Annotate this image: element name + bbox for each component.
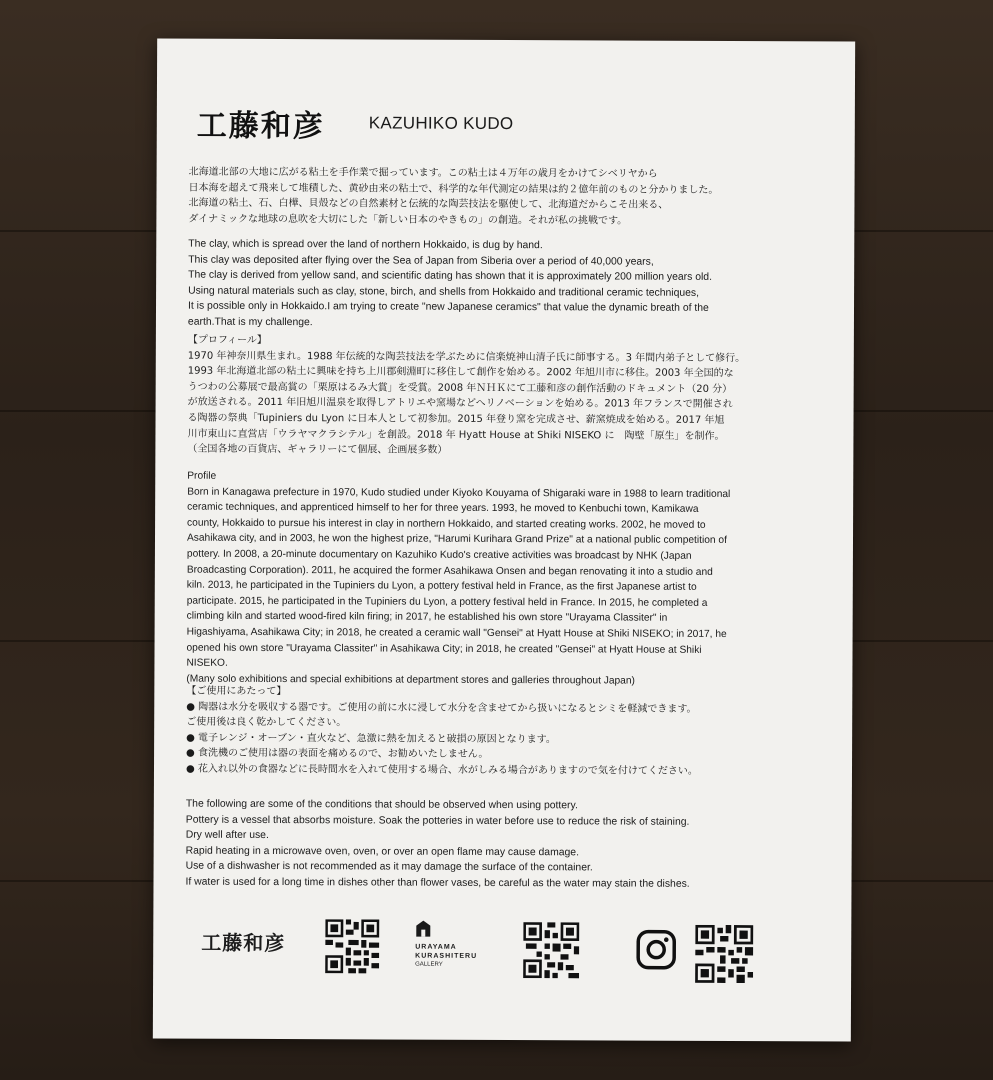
text-line: うつわの公募展で最高賞の「栗原はるみ大賞」を受賞。2008 年ＮＨＫにて工藤和彦の創作活動のドキュメント（20 分） bbox=[187, 381, 733, 395]
gallery-logo bbox=[415, 920, 485, 969]
text-line: ダイナミックな地球の息吹を大切にした「新しい日本のやきもの」の創造。それが私の挑戦です。 bbox=[188, 213, 628, 227]
text-line: Broadcasting Corporation). 2011, he acquired the former Asahikawa Onsen and began renovating it into a studio and bbox=[186, 564, 713, 578]
usage-english bbox=[185, 797, 825, 893]
text-line: 1970 年神奈川県生まれ。1988 年伝統的な陶芸技法を学ぶために信楽焼神山清子氏に師事する。3 年間内弟子として修行。 bbox=[187, 350, 746, 364]
artist-name: KAZUHIKO KUDO bbox=[368, 113, 514, 134]
text-line: 川市東山に直営店「ウラヤマクラシテル」を創設。2018 年 Hyatt House at Shiki NISEKO に 陶壁「原生」を制作。 bbox=[187, 428, 725, 442]
text-line: participate. 2015, he participated in the Tupiniers du Lyon, a pottery festival held in France. In 2015, he completed a bbox=[186, 595, 708, 609]
gallery-name-line1: URAYAMA bbox=[415, 943, 457, 951]
text-line: が放送される。2011 年旧旭川温泉を取得しアトリエや窯場などへリノベーションを始める。2013 年フランスで開催され bbox=[187, 396, 733, 411]
text-line: If water is used for a long time in dishes other than flower vases, be careful as the water may stain the dishes. bbox=[185, 876, 690, 890]
section-heading: 【ご使用にあたって】 bbox=[186, 685, 287, 698]
text-line: 北海道の粘土、石、白樺、貝殻などの自然素材と伝統的な陶芸技法を駆使して、北海道だからこそ出来る、 bbox=[188, 197, 669, 211]
text-line: The clay, which is spread over the land of northern Hokkaido, is dug by hand. bbox=[188, 238, 543, 252]
calligraphy-logo: 工藤和彦 bbox=[201, 930, 286, 956]
instagram-icon bbox=[635, 929, 677, 971]
text-line: Use of a dishwasher is not recommended as it may damage the surface of the container. bbox=[185, 860, 593, 874]
text-line: The clay is derived from yellow sand, and scientific dating has shown that it is approximately 200 million years old. bbox=[188, 269, 712, 284]
text-line: Pottery is a vessel that absorbs moisture. Soak the potteries in water before use to reduce the risk of staining. bbox=[185, 814, 690, 828]
text-line: Rapid heating in a microwave oven, oven, or over an open flame may cause damage. bbox=[185, 845, 580, 859]
footer bbox=[153, 908, 851, 991]
intro-english bbox=[188, 237, 828, 333]
section-heading: Profile bbox=[187, 470, 217, 482]
text-line: The following are some of the conditions that should be observed when using pottery. bbox=[185, 798, 578, 812]
sheet-header bbox=[197, 101, 514, 146]
info-sheet bbox=[153, 38, 855, 1041]
gallery-house-icon bbox=[415, 920, 431, 938]
text-line: （全国各地の百貨店、ギャラリーにて個展、企画展多数） bbox=[187, 443, 448, 456]
text-line: 日本海を超えて飛来して堆積した、黄砂由来の粘土で、科学的な年代測定の結果は約２億年前のものと分かりました。 bbox=[188, 182, 719, 196]
profile-japanese bbox=[187, 333, 828, 461]
text-line: ● 花入れ以外の食器などに長時間水を入れて使用する場合、水がしみる場合がありますので気を付けてください。 bbox=[185, 763, 698, 777]
text-line: ● 食洗機のご使用は器の表面を痛めるので、お勧めいたしません。 bbox=[186, 747, 489, 761]
text-line: county, Hokkaido to pursue his interest in clay in northern Hokkaido, and started creating works. 2002, he moved to bbox=[187, 517, 706, 531]
text-line: Born in Kanagawa prefecture in 1970, Kudo studied under Kiyoko Kouyama of Shigaraki ware in 1988 to learn traditional bbox=[187, 486, 731, 500]
text-line: Asahikawa city, and in 2003, he won the highest prize, "Harumi Kurihara Grand Prize" at a national public competition of bbox=[186, 532, 727, 547]
qr-code-icon bbox=[523, 922, 579, 978]
intro-japanese bbox=[188, 165, 828, 230]
gallery-name-line3: GALLERY bbox=[415, 961, 443, 968]
text-line: It is possible only in Hokkaido.I am trying to create "new Japanese ceramics" that value the dynamic breath of the bbox=[187, 300, 709, 315]
qr-code-icon bbox=[695, 925, 753, 983]
text-line: NISEKO. bbox=[186, 657, 228, 669]
profile-english bbox=[186, 469, 827, 690]
text-line: ceramic techniques, and apprenticed himself to her for three years. 1993, he moved to Kenbuchi town, Kamikawa bbox=[187, 501, 699, 516]
text-line: ご使用後は良く乾かしてください。 bbox=[186, 716, 347, 729]
text-line: ● 陶器は水分を吸収する器です。ご使用の前に水に浸して水分を含ませてから扱いになるとシミを軽減できます。 bbox=[186, 701, 697, 715]
text-line: climbing kiln and started wood-fired kiln firing; in 2017, he established his own store "Urayama Classiter" in bbox=[186, 610, 668, 625]
usage-japanese bbox=[186, 684, 826, 780]
text-line: る陶器の祭典「Tupiniers du Lyon に日本人として初参加。2015 年登り窯を完成させ、薪窯焼成を始める。2017 年旭 bbox=[187, 412, 725, 426]
gallery-name-line2: KURASHITERU bbox=[415, 952, 478, 960]
text-line: 北海道北部の大地に広がる粘土を手作業で掘っています。この粘土は４万年の歳月をかけてシベリヤから bbox=[188, 166, 658, 180]
text-line: Higashiyama, Asahikawa City; in 2018, he created a ceramic wall "Gensei" at Hyatt House at Shiki NISEKO; in 2017, he bbox=[186, 626, 727, 640]
qr-code-icon bbox=[325, 919, 379, 973]
text-line: Dry well after use. bbox=[185, 829, 269, 842]
calligraphy-logo: 工藤和彦 bbox=[196, 108, 325, 145]
text-line: Using natural materials such as clay, stone, birch, and shells from Hokkaido and traditional ceramic techniques, bbox=[188, 285, 700, 299]
text-line: 1993 年北海道北部の粘土に興味を持ち上川郡剣淵町に移住して創作を始める。2002 年旭川市に移住。2003 年全国的な bbox=[187, 365, 734, 380]
text-line: opened his own store "Urayama Classiter" in Asahikawa City; in 2018, he created "Gensei" at Hyatt House at Shiki bbox=[186, 642, 702, 656]
text-line: ● 電子レンジ・オーブン・直火など、急激に熱を加えると破損の原因となります。 bbox=[186, 732, 556, 746]
text-line: earth.That is my challenge. bbox=[187, 316, 313, 329]
section-heading: 【プロフィール】 bbox=[187, 334, 267, 346]
text-line: pottery. In 2008, a 20-minute documentary on Kazuhiko Kudo's creative activities was broadcast by NHK (Japan bbox=[186, 548, 692, 562]
text-line: (Many solo exhibitions and special exhibitions at department stores and galleries throughout Japan) bbox=[186, 673, 635, 687]
text-line: This clay was deposited after flying over the Sea of Japan from Siberia over a period of 40,000 years, bbox=[188, 254, 654, 268]
text-line: kiln. 2013, he participated in the Tupiniers du Lyon, a pottery festival held in France, as the first Japanese artist to bbox=[186, 579, 697, 593]
